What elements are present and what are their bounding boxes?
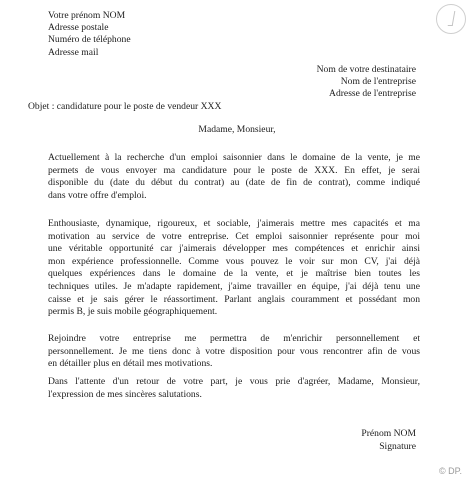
paragraph-line: Dans l'attente d'un retour de votre part, je vous prie d'agréer, Madame, Monsieur, <box>48 376 420 387</box>
paragraph-line: permets de vous envoyer ma candidature pour le poste de XXX. En effet, je serai <box>48 164 420 176</box>
paragraph-line: motivation au service de votre entreprise. Cet emploi saisonnier représente pour moi <box>48 230 420 242</box>
paragraph-line: mon expérience professionnelle. Comme vous pouvez le voir sur mon CV, j'ai déjà <box>48 255 420 267</box>
logo-seal-icon <box>436 4 466 34</box>
recipient-address: Adresse de l'entreprise <box>329 88 416 99</box>
paragraph-line: permis B, je suis mobile géographiquement. <box>48 306 218 318</box>
recipient-name: Nom de votre destinataire <box>316 64 416 75</box>
paragraph-line: dans votre offre d'emploi. <box>48 189 147 201</box>
paragraph-availability <box>48 333 420 371</box>
salutation: Madame, Monsieur, <box>198 124 276 135</box>
paragraph-line: techniques utiles. Je m'adapte rapidement, j'aime travailler en équipe, j'ai déjà tenu une <box>48 280 420 292</box>
sender-name: Votre prénom NOM <box>48 10 126 21</box>
paragraph-line: en détailler plus en détail mes motivations. <box>48 358 213 370</box>
paragraph-line: quelques expériences dans le domaine de la vente, et je maîtrise bien toutes les <box>48 268 420 280</box>
sender-phone: Numéro de téléphone <box>48 34 131 45</box>
paragraph-line: une véritable opportunité car j'aimerais développer mes compétences et enrichir ainsi <box>48 243 420 255</box>
watermark: © DP. <box>439 466 462 476</box>
paragraph-line: Rejoindre votre entreprise me permettra de m'enrichir personnellement et <box>48 333 420 344</box>
paragraph-line: disponible du (date du début du contrat) au (date de fin de contrat), comme indiqué <box>48 177 420 189</box>
signature-name: Prénom NOM <box>361 428 416 439</box>
paragraph-line: Actuellement à la recherche d'un emploi saisonnier dans le domaine de la vente, je me <box>48 152 420 163</box>
paragraph-closing <box>48 376 420 401</box>
paragraph-line: Enthousiaste, dynamique, rigoureux, et sociable, j'aimerais mettre mes capacités et ma <box>48 218 420 229</box>
subject-line: Objet : candidature pour le poste de vendeur XXX <box>28 101 222 112</box>
paragraph-line: l'expression de mes sincères salutations. <box>48 388 202 400</box>
paragraph-line: personnellement. Je me tiens donc à votre disposition pour vous rencontrer afin de vous <box>48 345 420 357</box>
sender-email: Adresse mail <box>48 47 99 58</box>
paragraph-qualities <box>48 218 420 319</box>
recipient-company: Nom de l'entreprise <box>340 76 416 87</box>
paragraph-line: caisse et je sais gérer le réassortiment. Parlant anglais couramment et possédant mon <box>48 293 420 305</box>
sender-address: Adresse postale <box>48 22 109 33</box>
signature-label: Signature <box>379 441 416 452</box>
paragraph-intro <box>48 152 420 202</box>
